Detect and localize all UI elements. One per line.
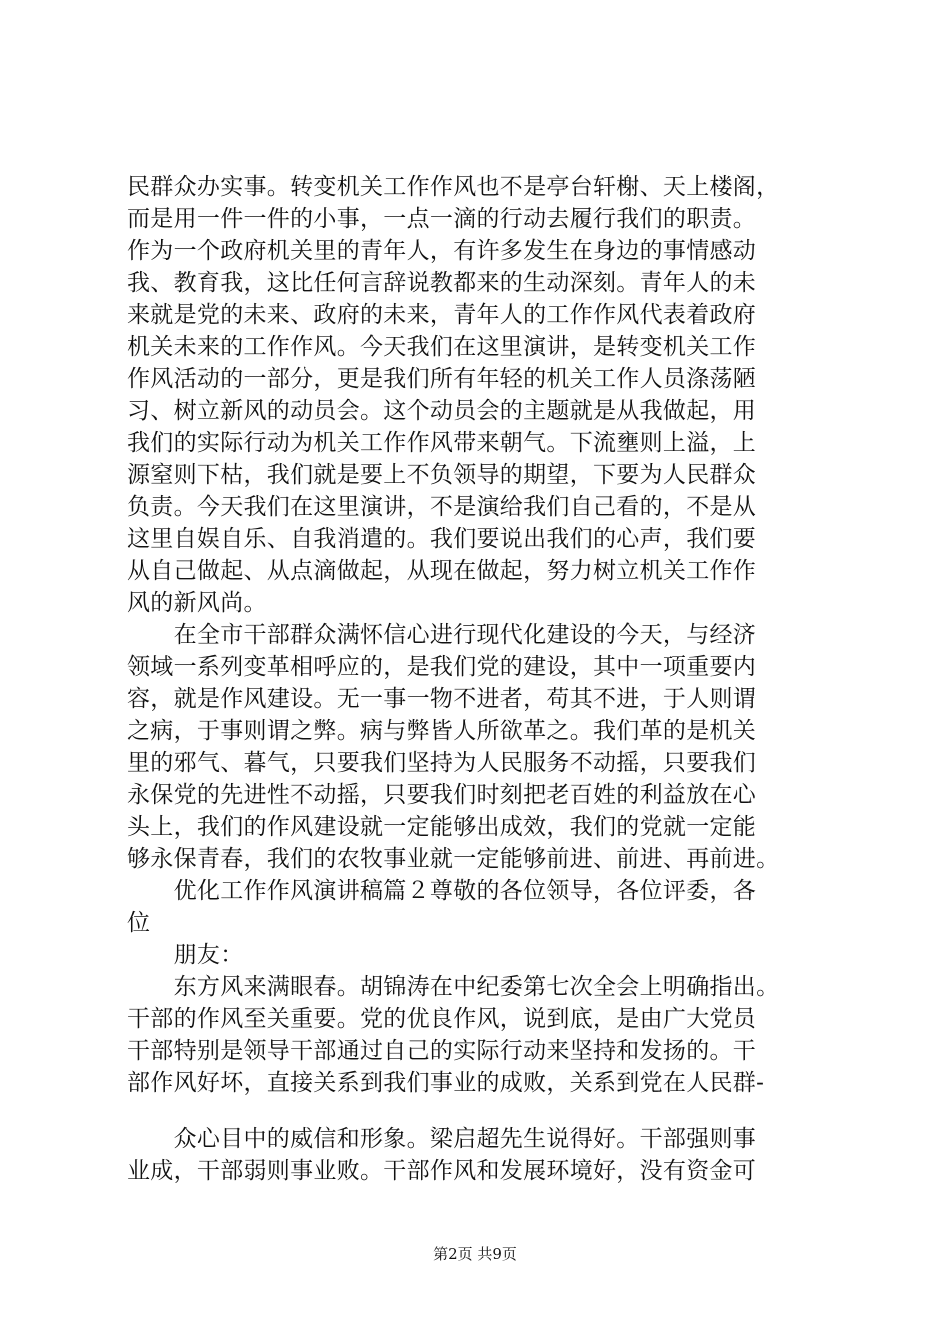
body-line: 部作风好坏，直接关系到我们事业的成败，关系到党在人民群- xyxy=(127,1070,765,1096)
body-line: 干部特别是领导干部通过自己的实际行动来坚持和发扬的。干 xyxy=(127,1038,757,1064)
body-line: 负责。今天我们在这里演讲，不是演给我们自己看的，不是从 xyxy=(127,494,757,520)
body-line: 我们的实际行动为机关工作作风带来朝气。下流壅则上溢，上 xyxy=(127,430,757,456)
body-line: 之病，于事则谓之弊。病与弊皆人所欲革之。我们革的是机关 xyxy=(127,718,757,744)
body-line: 我、教育我，这比任何言辞说教都来的生动深刻。青年人的未 xyxy=(127,270,757,296)
body-line: 作为一个政府机关里的青年人，有许多发生在身边的事情感动 xyxy=(127,238,757,264)
body-line: 从自己做起、从点滴做起，从现在做起，努力树立机关工作作 xyxy=(127,558,757,584)
body-line: 风的新风尚。 xyxy=(127,590,267,616)
body-line: 东方风来满眼春。胡锦涛在中纪委第七次全会上明确指出。 xyxy=(127,974,780,1000)
body-line: 干部的作风至关重要。党的优良作风，说到底，是由广大党员 xyxy=(127,1006,757,1032)
salutation-line: 朋友： xyxy=(127,942,244,968)
body-line: 机关未来的工作作风。今天我们在这里演讲，是转变机关工作 xyxy=(127,334,757,360)
body-line: 众心目中的威信和形象。梁启超先生说得好。干部强则事 xyxy=(127,1126,757,1152)
body-line: 这里自娱自乐、自我消遣的。我们要说出我们的心声，我们要 xyxy=(127,526,757,552)
body-line: 永保党的先进性不动摇，只要我们时刻把老百姓的利益放在心 xyxy=(127,782,757,808)
body-line: 而是用一件一件的小事，一点一滴的行动去履行我们的职责。 xyxy=(127,206,757,232)
body-line: 源窒则下枯，我们就是要上不负领导的期望，下要为人民群众 xyxy=(127,462,757,488)
body-line: 容，就是作风建设。无一事一物不进者，苟其不进，于人则谓 xyxy=(127,686,757,712)
body-line: 作风活动的一部分，更是我们所有年轻的机关工作人员涤荡陋 xyxy=(127,366,757,392)
body-line: 领域一系列变革相呼应的，是我们党的建设，其中一项重要内 xyxy=(127,654,757,680)
body-line: 来就是党的未来、政府的未来，青年人的工作作风代表着政府 xyxy=(127,302,757,328)
body-line: 够永保青春，我们的农牧事业就一定能够前进、前进、再前进。 xyxy=(127,846,780,872)
page-number-footer: 第2页 共9页 xyxy=(433,1245,517,1263)
body-line: 里的邪气、暮气，只要我们坚持为人民服务不动摇，只要我们 xyxy=(127,750,757,776)
body-line: 在全市干部群众满怀信心进行现代化建设的今天，与经济 xyxy=(127,622,757,648)
body-line: 业成，干部弱则事业败。干部作风和发展环境好，没有资金可 xyxy=(127,1158,757,1184)
body-line: 民群众办实事。转变机关工作作风也不是亭台轩榭、天上楼阁， xyxy=(127,174,780,200)
body-line: 习、树立新风的动员会。这个动员会的主题就是从我做起，用 xyxy=(127,398,757,424)
body-line: 头上，我们的作风建设就一定能够出成效，我们的党就一定能 xyxy=(127,814,757,840)
section-heading-line: 优化工作作风演讲稿篇２尊敬的各位领导，各位评委，各 xyxy=(127,878,757,904)
section-heading-line: 位 xyxy=(127,910,151,936)
